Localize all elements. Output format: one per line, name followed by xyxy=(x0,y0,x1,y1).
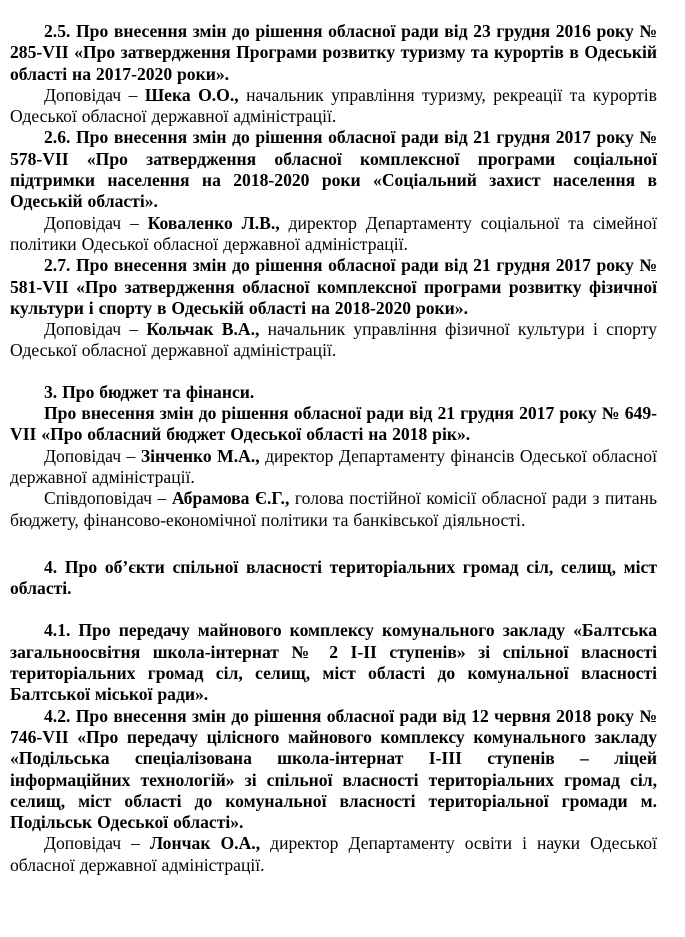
agenda-item-4-2-title xyxy=(10,706,657,834)
agenda-item-2-7-title xyxy=(10,255,657,319)
speaker-prefix: Доповідач – xyxy=(44,212,148,233)
speaker-role: начальник управління фізичної культури і спорту Одеської обласної державної адміністрації. xyxy=(10,319,657,361)
cospeaker-prefix: Співдоповідач – xyxy=(44,488,172,509)
agenda-item-2-6-text: 2.6. Про внесення змін до рішення обласної ради від 21 грудня 2017 року № 578-VII «Про затвердження обласної комплексної програми соціальної підтримки населення на 2018-2020 роки «Соціальний захист населення в Одеській області». xyxy=(10,127,657,212)
cospeaker-role: голова постійної комісії обласної ради з питань бюджету, фінансово-економічної політики та банківської діяльності. xyxy=(10,488,657,530)
agenda-item-3-title xyxy=(10,403,657,446)
agenda-item-3-cospeaker xyxy=(10,488,657,531)
agenda-item-3-text: Про внесення змін до рішення обласної ради від 21 грудня 2017 року № 649-VII «Про обласний бюджет Одеської області на 2018 рік». xyxy=(10,403,657,445)
speaker-role: директор Департаменту освіти і науки Одеської обласної державної адміністрації. xyxy=(10,833,657,875)
agenda-item-4-1-title xyxy=(10,620,657,705)
speaker-role: директор Департаменту фінансів Одеської обласної державної адміністрації. xyxy=(10,445,657,487)
agenda-item-4-2-text: 4.2. Про внесення змін до рішення обласної ради від 12 червня 2018 року № 746-VII «Про передачу цілісного майнового комплексу комунального закладу «Подільська спеціалізована школа-інтернат I-III ступенів – ліцей інформаційних технологій» зі спільної власності територіальних громад сіл, селищ, міст області до комунальної власності територіальної громади м. Подільськ Одеської області». xyxy=(10,705,657,833)
section-3-heading-text: 3. Про бюджет та фінанси. xyxy=(44,381,255,402)
agenda-item-2-5-speaker xyxy=(10,85,657,128)
agenda-item-4-1-text: 4.1. Про передачу майнового комплексу комунального закладу «Балтська загальноосвітня школа-інтернат № 2 I-II ступенів» зі спільної власності територіальних громад сіл, селищ, міст області до комунальної власності Балтської міської ради». xyxy=(10,620,657,705)
speaker-name: Зінченко М.А., xyxy=(140,445,260,466)
speaker-name: Лончак О.А., xyxy=(150,833,261,854)
agenda-item-3-speaker xyxy=(10,446,657,489)
speaker-prefix: Доповідач – xyxy=(44,84,145,105)
speaker-name: Кольчак В.А., xyxy=(146,319,260,340)
agenda-item-2-5-text: 2.5. Про внесення змін до рішення обласної ради від 23 грудня 2016 року № 285-VII «Про затвердження Програми розвитку туризму та курортів в Одеській області на 2017-2020 роки». xyxy=(10,21,657,84)
speaker-role: директор Департаменту соціальної та сімейної політики Одеської обласної державної адміністрації. xyxy=(10,212,657,254)
section-4-heading-text: 4. Про об’єкти спільної власності територіальних громад сіл, селищ, міст області. xyxy=(10,556,657,599)
agenda-item-2-6-title xyxy=(10,127,657,212)
speaker-prefix: Доповідач – xyxy=(44,833,150,854)
section-4-heading xyxy=(10,557,657,600)
agenda-item-4-2-speaker xyxy=(10,833,657,876)
section-3-heading xyxy=(10,382,657,403)
speaker-name: Шека О.О., xyxy=(144,84,239,105)
cospeaker-name: Абрамова Є.Г., xyxy=(171,488,290,509)
speaker-prefix: Доповідач – xyxy=(44,319,147,340)
agenda-item-2-7-text: 2.7. Про внесення змін до рішення обласної ради від 21 грудня 2017 року № 581-VII «Про затвердження обласної комплексної програми розвитку фізичної культури і спорту в Одеській області на 2018-2020 роки». xyxy=(10,255,657,318)
agenda-item-2-7-speaker xyxy=(10,319,657,362)
speaker-role: начальник управління туризму, рекреації та курортів Одеської обласної державної адміністрації. xyxy=(10,84,657,127)
agenda-item-2-5-title xyxy=(10,21,657,85)
speaker-name: Коваленко Л.В., xyxy=(147,212,280,233)
speaker-prefix: Доповідач – xyxy=(44,445,141,466)
agenda-item-2-6-speaker xyxy=(10,213,657,256)
